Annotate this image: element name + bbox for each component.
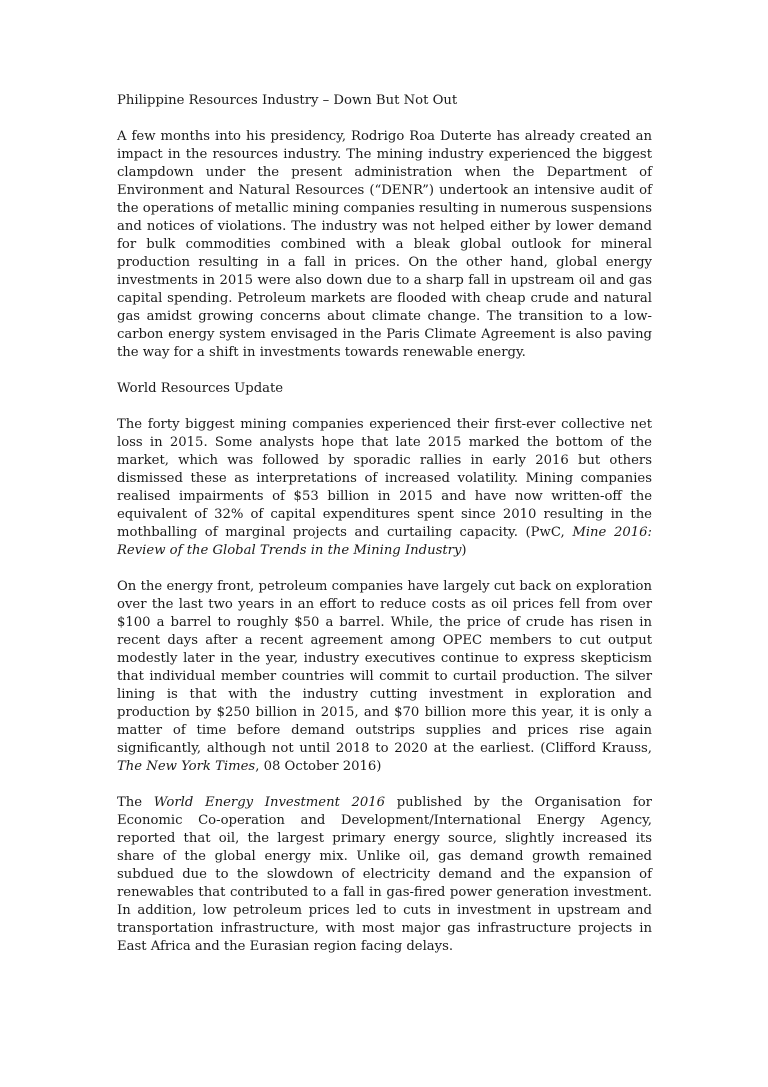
mining-paragraph-text: The forty biggest mining companies experienced their first-ever collective net loss in 2015. Some analysts hope that late 2015 marked the bottom of the market, which was followed by sporadic rallies in early 2016 but others dismissed these as interpretations of increased volatility. Mining companies realised impairments of $53 billion in 2015 and have now written-off the equivalent of 32% of capital expenditures spent since 2010 resulting in the mothballing of marginal projects and curtailing capacity. (PwC, — [117, 417, 652, 540]
pwc-citation-title: Mine 2016: Review of the Global Trends in the Mining Industry — [117, 525, 652, 558]
document-title: Philippine Resources Industry – Down But Not Out — [117, 93, 458, 108]
energy-paragraph-text: On the energy front, petroleum companies have largely cut back on exploration over the last two years in an effort to reduce costs as oil prices fell from over $100 a barrel to roughly $50 a barrel. While, the price of crude has risen in recent days after a recent agreement among OPEC members to cut output modestly later in the year, industry executives continue to express skepticism that individual member countries will commit to curtail production. The silver lining is that with the industry cutting investment in exploration and production by $250 billion in 2015, and $70 billion more this year, it is only a matter of time before demand outstrips supplies and prices rise again significantly, although not until 2018 to 2020 at the earliest. (Clifford Krauss, — [117, 579, 652, 756]
document-page — [117, 92, 652, 974]
investment-paragraph — [117, 794, 652, 956]
weo-report-title: World Energy Investment 2016 — [153, 795, 386, 810]
nyt-citation-title: The New York Times — [117, 759, 256, 774]
mining-paragraph-end: ) — [461, 543, 467, 558]
energy-paragraph-end: , 08 October 2016) — [255, 759, 382, 774]
investment-paragraph-text: published by the Organisation for Economic Co-operation and Development/International Energy Agency, reported that oil, the largest primary energy source, slightly increased its share of the global energy mix. Unlike oil, gas demand growth remained subdued due to the slowdown of electricity demand and the expansion of renewables that contributed to a fall in gas-fired power generation investment. In addition, low petroleum prices led to cuts in investment in upstream and transportation infrastructure, with most major gas infrastructure projects in East Africa and the Eurasian region facing delays. — [117, 795, 652, 954]
intro-paragraph: A few months into his presidency, Rodrigo Roa Duterte has already created an impact in the resources industry. The mining industry experienced the biggest clampdown under the present administration when the Department of Environment and Natural Resources (“DENR”) undertook an intensive audit of the operations of metallic mining companies resulting in numerous suspensions and notices of violations. The industry was not helped either by lower demand for bulk commodities combined with a bleak global outlook for mineral production resulting in a fall in prices. On the other hand, global energy investments in 2015 were also down due to a sharp fall in upstream oil and gas capital spending. Petroleum markets are flooded with cheap crude and natural gas amidst growing concerns about climate change. The transition to a low-carbon energy system envisaged in the Paris Climate Agreement is also paving the way for a shift in investments towards renewable energy. — [117, 129, 653, 360]
mining-paragraph — [117, 416, 652, 560]
investment-paragraph-start: The — [117, 795, 154, 810]
section-heading: World Resources Update — [117, 381, 284, 396]
energy-paragraph — [117, 578, 652, 776]
